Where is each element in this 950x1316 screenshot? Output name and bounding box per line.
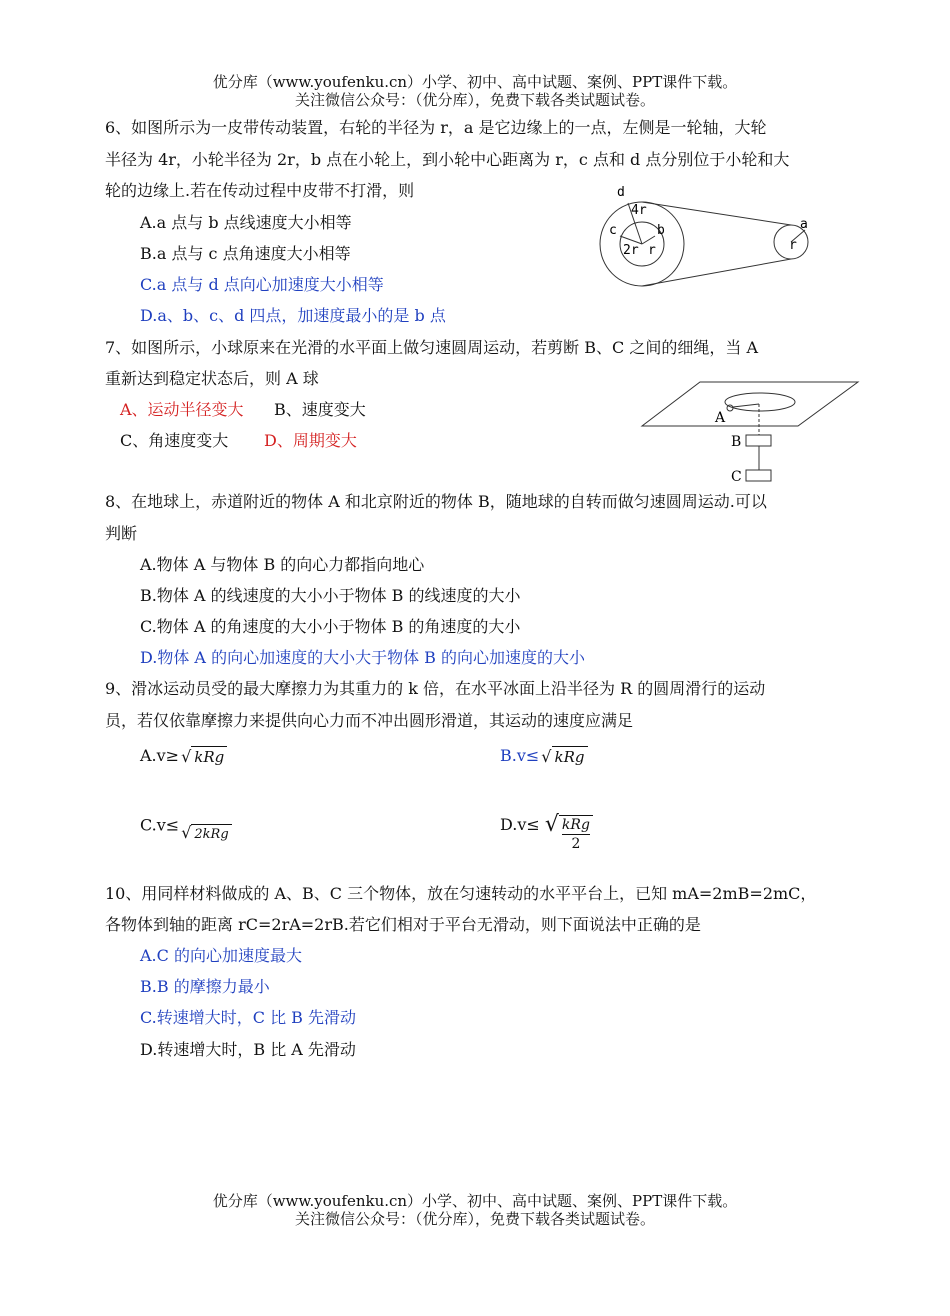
label-a: a <box>800 217 808 232</box>
q9-option-c-radicand: 2kRg <box>191 824 231 845</box>
q10-option-d: D.转速增大时，B 比 A 先滑动 <box>140 1040 356 1059</box>
label-ball-a: A <box>715 410 726 426</box>
label-2r: 2r <box>623 243 639 258</box>
q9-stem-line-1: 9、滑冰运动员受的最大摩擦力为其重力的 k 倍，在水平冰面上沿半径为 R 的圆周滑行的运动 <box>105 679 766 698</box>
q9-option-b-prefix: B.v≤ <box>500 746 540 765</box>
q9-option-a-radicand: kRg <box>191 746 227 767</box>
q9-stem-line-2: 员，若仅依靠摩擦力来提供向心力而不冲出圆形滑道，其运动的速度应满足 <box>105 711 634 730</box>
q9-option-d-prefix: D.v≤ <box>500 815 540 834</box>
label-b: b <box>657 223 665 238</box>
q10-stem-line-1: 10、用同样材料做成的 A、B、C 三个物体，放在匀速转动的水平平台上，已知 mA=2mB=2mC， <box>105 884 817 903</box>
q7-option-d: D、周期变大 <box>264 431 357 450</box>
q8-option-a: A.物体 A 与物体 B 的向心力都指向地心 <box>140 555 425 574</box>
q10-option-b: B.B 的摩擦力最小 <box>140 977 270 996</box>
q9-option-d <box>500 812 593 853</box>
q8-option-d: D.物体 A 的向心加速度的大小大于物体 B 的向心加速度的大小 <box>140 648 586 667</box>
q9-option-d-numerator: kRg <box>561 817 590 833</box>
q8-stem-line-1: 8、在地球上，赤道附近的物体 A 和北京附近的物体 B，随地球的自转而做匀速圆周运动.可以 <box>105 492 767 511</box>
q9-option-b-radicand: kRg <box>552 746 588 767</box>
q7-option-c: C、角速度变大 <box>120 431 229 450</box>
q6-option-b: B.a 点与 c 点角速度大小相等 <box>140 244 351 263</box>
q9-option-a <box>140 746 227 767</box>
q6-stem-line-1: 6、如图所示为一皮带传动装置，右轮的半径为 r，a 是它边缘上的一点，左侧是一轮轴，大轮 <box>105 118 767 137</box>
q6-option-c: C.a 点与 d 点向心加速度大小相等 <box>140 275 384 294</box>
q7-stem-line-1: 7、如图所示，小球原来在光滑的水平面上做匀速圆周运动，若剪断 B、C 之间的细绳，当 A <box>105 338 758 357</box>
q9-option-b <box>500 746 588 767</box>
label-4r: 4r <box>631 203 647 218</box>
footer-line-2: 关注微信公众号：（优分库），免费下载各类试题试卷。 <box>294 1210 655 1228</box>
q10-option-a: A.C 的向心加速度最大 <box>140 946 302 965</box>
q9-option-d-denominator: 2 <box>571 836 581 852</box>
q6-option-a: A.a 点与 b 点线速度大小相等 <box>140 213 352 232</box>
rotating-ball-diagram <box>640 378 862 486</box>
label-c: c <box>609 223 617 238</box>
q8-option-b: B.物体 A 的线速度的大小小于物体 B 的线速度的大小 <box>140 586 521 605</box>
q9-option-c-prefix: C.v≤ <box>140 815 180 835</box>
q6-option-d: D.a、b、c、d 四点，加速度最小的是 b 点 <box>140 306 446 325</box>
label-d: d <box>617 185 625 200</box>
sqrt-symbol: √ <box>544 812 559 837</box>
label-block-c: C <box>731 469 742 485</box>
q7-stem-line-2: 重新达到稳定状态后，则 A 球 <box>105 369 319 388</box>
q7-option-b: B、速度变大 <box>274 400 366 419</box>
q10-stem-line-2: 各物体到轴的距离 rC=2rA=2rB.若它们相对于平台无滑动，则下面说法中正确的是 <box>105 915 701 934</box>
header-line-1: 优分库（www.youfenku.cn）小学、初中、高中试题、案例、PPT课件下载。 <box>212 73 738 91</box>
sqrt-symbol: √ kRg <box>541 746 587 767</box>
q8-option-c: C.物体 A 的角速度的大小小于物体 B 的角速度的大小 <box>140 617 521 636</box>
q9-option-a-prefix: A.v≥ <box>140 746 180 765</box>
q8-stem-line-2: 判断 <box>105 524 138 543</box>
q6-stem-line-2: 半径为 4r，小轮半径为 2r，b 点在小轮上，到小轮中心距离为 r，c 点和 d 点分别位于小轮和大 <box>105 150 790 169</box>
sqrt-symbol: √ 2kRg <box>181 823 231 845</box>
belt-drive-diagram <box>595 180 815 292</box>
q9-option-c <box>140 815 232 842</box>
label-r-small: r <box>648 243 656 258</box>
header-line-2: 关注微信公众号：（优分库），免费下载各类试题试卷。 <box>294 91 655 109</box>
q6-stem-line-3: 轮的边缘上.若在传动过程中皮带不打滑，则 <box>105 181 415 200</box>
q7-option-a: A、运动半径变大 <box>120 400 244 419</box>
label-r-right: r <box>789 238 797 253</box>
q9-option-d-fraction <box>559 815 593 853</box>
footer-line-1: 优分库（www.youfenku.cn）小学、初中、高中试题、案例、PPT课件下载。 <box>212 1192 738 1210</box>
label-block-b: B <box>731 434 742 450</box>
q10-option-c: C.转速增大时，C 比 B 先滑动 <box>140 1008 357 1027</box>
sqrt-symbol: √ kRg <box>181 746 227 767</box>
